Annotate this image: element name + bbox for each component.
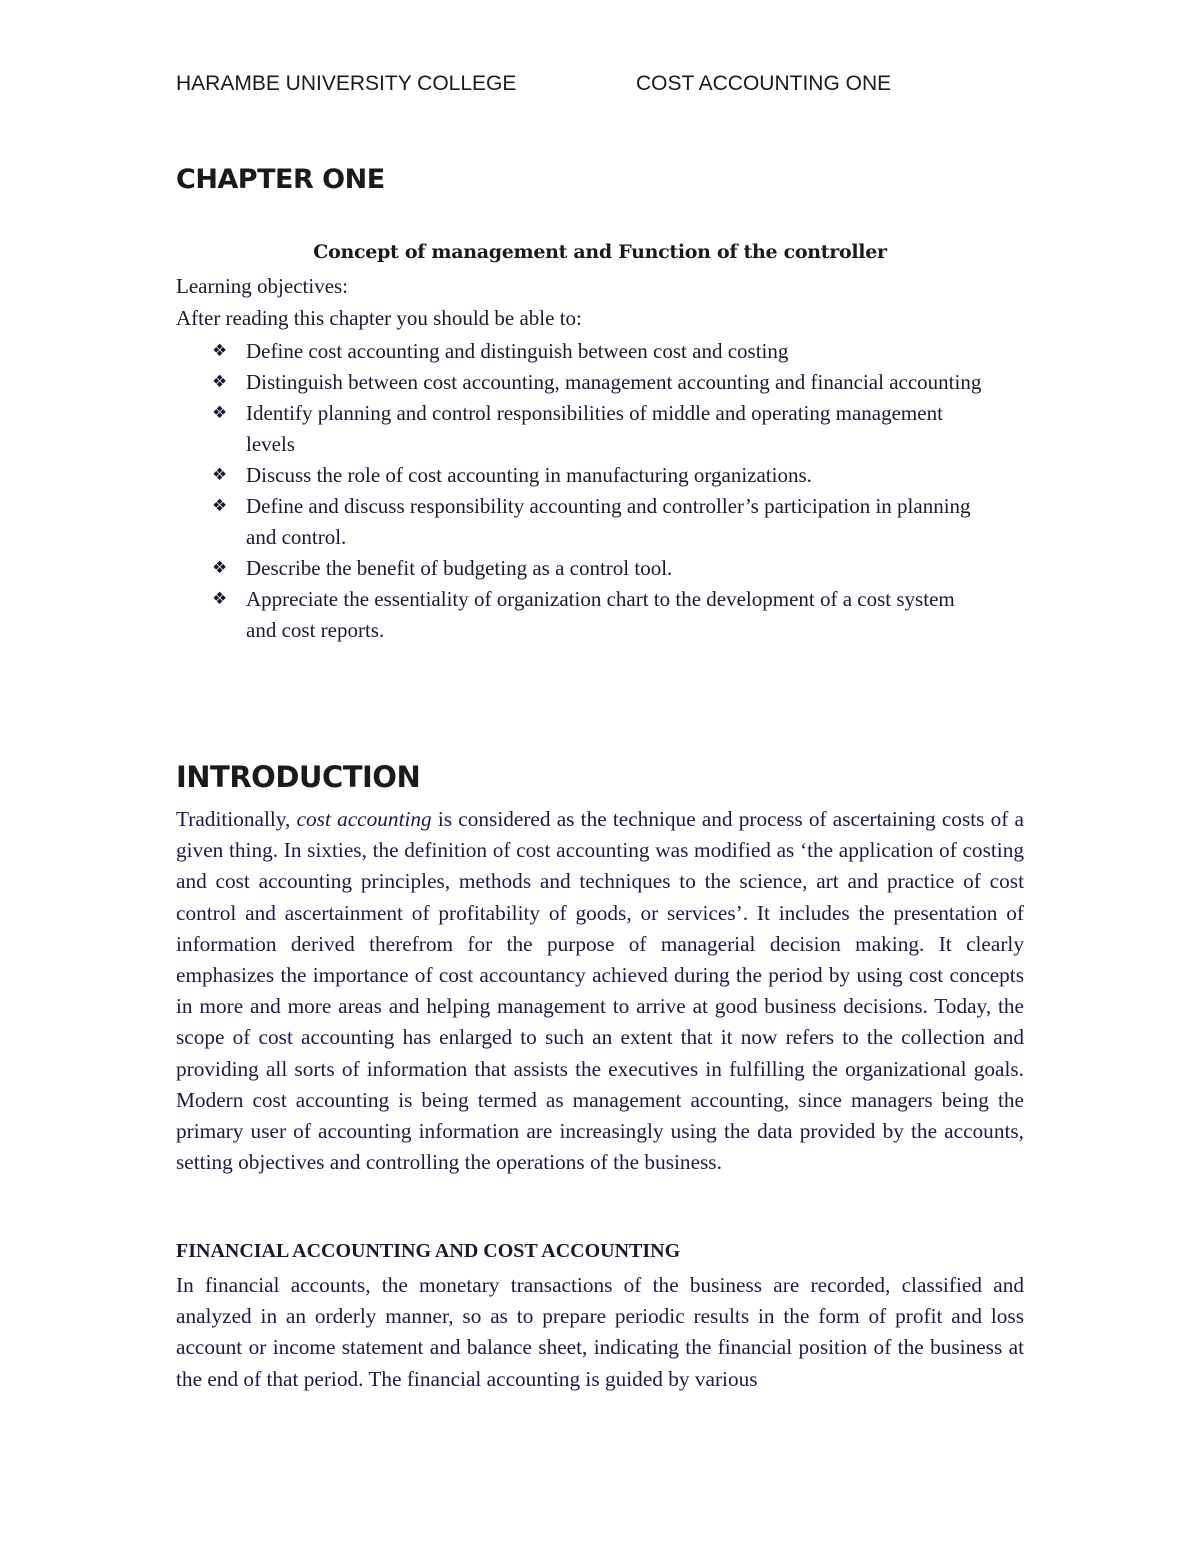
objective-item — [176, 584, 1024, 646]
objective-item — [176, 460, 1024, 491]
objective-text: Discuss the role of cost accounting in manufacturing organizations. — [246, 463, 812, 487]
diamond-bullet-icon: ❖ — [212, 589, 228, 609]
objective-item — [176, 398, 1024, 460]
objective-text: Appreciate the essentiality of organization chart to the development of a cost system and cost reports. — [246, 587, 955, 642]
introduction-body: is considered as the technique and process of ascertaining costs of a given thing. In sixties, the definition of cost accounting was modified as ‘the application of costing and cost accounting principles, methods and techniques to the science, art and practice of cost control and ascertainment of profitability of goods, or services’. It includes the presentation of information derived therefrom for the purpose of managerial decision making. It clearly emphasizes the importance of cost accountancy achieved during the period by using cost concepts in more and more areas and helping management to arrive at good business decisions. Today, the scope of cost accounting has enlarged to such an extent that it now refers to the collection and providing all sorts of information that assists the executives in fulfilling the organizational goals. Modern cost accounting is being termed as management accounting, since managers being the primary user of accounting information are increasingly using the data provided by the accounts, setting objectives and controlling the operations of the business. — [176, 807, 1025, 1175]
learning-objectives-label: Learning objectives: — [176, 274, 349, 298]
diamond-bullet-icon: ❖ — [212, 341, 228, 361]
objective-item — [176, 367, 1024, 398]
introduction-paragraph — [176, 804, 1024, 1178]
objective-text: Identify planning and control responsibilities of middle and operating management levels — [246, 401, 943, 456]
introduction-lead: Traditionally, — [176, 807, 297, 831]
objective-text: Define and discuss responsibility accounting and controller’s participation in planning and control. — [246, 494, 971, 549]
objective-item — [176, 336, 1024, 367]
objective-item — [176, 491, 1024, 553]
diamond-bullet-icon: ❖ — [212, 372, 228, 392]
financial-section-heading: FINANCIAL ACCOUNTING AND COST ACCOUNTING — [176, 1240, 681, 1262]
objective-text: Distinguish between cost accounting, management accounting and financial accounting — [246, 370, 982, 394]
diamond-bullet-icon: ❖ — [212, 558, 228, 578]
objective-text: Define cost accounting and distinguish between cost and costing — [246, 339, 789, 363]
diamond-bullet-icon: ❖ — [212, 465, 228, 485]
diamond-bullet-icon: ❖ — [212, 496, 228, 516]
header-course: COST ACCOUNTING ONE — [636, 72, 892, 95]
learning-objectives-list — [176, 336, 1024, 646]
header-institution: HARAMBE UNIVERSITY COLLEGE — [176, 72, 517, 95]
diamond-bullet-icon: ❖ — [212, 403, 228, 423]
chapter-title: CHAPTER ONE — [176, 164, 385, 195]
introduction-heading: INTRODUCTION — [176, 760, 421, 794]
objective-text: Describe the benefit of budgeting as a control tool. — [246, 556, 673, 580]
chapter-subtitle: Concept of management and Function of the controller — [313, 241, 887, 263]
introduction-emphasis: cost accounting — [296, 807, 432, 831]
learning-objectives-intro: After reading this chapter you should be able to: — [176, 306, 582, 330]
objective-item — [176, 553, 1024, 584]
financial-section-paragraph: In financial accounts, the monetary transactions of the business are recorded, classified and analyzed in an orderly manner, so as to prepare periodic results in the form of profit and loss account or income statement and balance sheet, indicating the financial position of the business at the end of that period. The financial accounting is guided by various — [176, 1273, 1024, 1391]
